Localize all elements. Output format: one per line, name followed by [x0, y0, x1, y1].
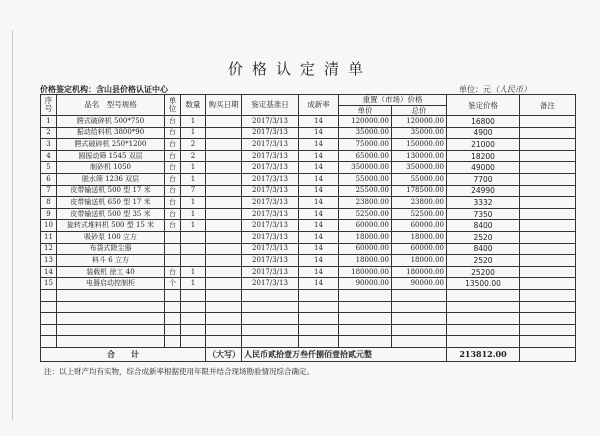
cell-name: 腭式破碎机 250*1200 [57, 139, 165, 151]
cell-unit-price: 52500.00 [339, 208, 392, 220]
cell-name: 皮带输送机 500 型 17 米 [57, 185, 165, 197]
header-appraised-price: 鉴定价格 [447, 95, 520, 116]
cell-appraised: 7350 [447, 208, 520, 220]
table-row [41, 174, 576, 186]
table-row [41, 243, 576, 255]
cell-seq: 8 [41, 197, 57, 209]
cell-remarks [520, 220, 576, 232]
cell-unit [165, 255, 181, 267]
empty-row [41, 301, 576, 313]
cell-remarks [520, 116, 576, 128]
empty-cell [57, 301, 165, 313]
cell-newness: 14 [299, 150, 339, 162]
header-remarks: 备注 [520, 95, 576, 116]
total-amount: 213812.00 [447, 347, 520, 361]
empty-cell [392, 324, 447, 336]
cell-newness: 14 [299, 197, 339, 209]
cell-newness: 14 [299, 116, 339, 128]
empty-row [41, 290, 576, 302]
header-total-price: 总价 [392, 105, 447, 116]
table-row [41, 232, 576, 244]
empty-cell [520, 301, 576, 313]
cell-unit: 台 [165, 185, 181, 197]
cell-unit-price: 18000.00 [339, 232, 392, 244]
cell-seq: 15 [41, 278, 57, 290]
cell-remarks [520, 266, 576, 278]
cell-name: 电器启动控制柜 [57, 278, 165, 290]
empty-cell [520, 313, 576, 325]
cell-seq: 11 [41, 232, 57, 244]
cell-name: 制砂机 1050 [57, 162, 165, 174]
total-caps-label: （大写） [206, 347, 242, 361]
empty-cell [181, 324, 206, 336]
cell-seq: 5 [41, 162, 57, 174]
cell-total-price: 52500.00 [392, 208, 447, 220]
cell-appraised: 13500.00 [447, 278, 520, 290]
empty-cell [299, 324, 339, 336]
cell-newness: 14 [299, 139, 339, 151]
cell-base-date: 2017/3/13 [242, 278, 299, 290]
cell-newness: 14 [299, 174, 339, 186]
table-row [41, 116, 576, 128]
cell-qty: 2 [181, 139, 206, 151]
cell-purchase-date [206, 174, 242, 186]
cell-total-price: 55000.00 [392, 174, 447, 186]
cell-qty: 1 [181, 220, 206, 232]
cell-seq: 1 [41, 116, 57, 128]
cell-unit: 台 [165, 116, 181, 128]
cell-unit: 台 [165, 197, 181, 209]
header-name: 品名 型号规格 [57, 95, 165, 116]
empty-cell [447, 336, 520, 348]
empty-cell [57, 324, 165, 336]
cell-name: 料斗 6 立方 [57, 255, 165, 267]
empty-cell [41, 313, 57, 325]
cell-total-price: 180000.00 [392, 266, 447, 278]
cell-base-date: 2017/3/13 [242, 208, 299, 220]
cell-appraised: 18200 [447, 150, 520, 162]
cell-qty: 1 [181, 266, 206, 278]
empty-row [41, 336, 576, 348]
cell-unit-price: 65000.00 [339, 150, 392, 162]
cell-name: 皮带输送机 650 型 17 米 [57, 197, 165, 209]
empty-cell [206, 290, 242, 302]
header-rebuild-price: 重置（市场）价格 [339, 95, 447, 106]
total-remarks [520, 347, 576, 361]
empty-cell [41, 324, 57, 336]
cell-qty: 1 [181, 174, 206, 186]
cell-purchase-date [206, 232, 242, 244]
cell-purchase-date [206, 220, 242, 232]
empty-cell [181, 336, 206, 348]
empty-cell [242, 336, 299, 348]
cell-base-date: 2017/3/13 [242, 174, 299, 186]
empty-cell [165, 313, 181, 325]
empty-cell [299, 301, 339, 313]
cell-name: 振动给料机 3800*90 [57, 127, 165, 139]
cell-purchase-date [206, 266, 242, 278]
empty-cell [181, 301, 206, 313]
cell-seq: 7 [41, 185, 57, 197]
cell-remarks [520, 127, 576, 139]
cell-name: 吸砂泵 100 立方 [57, 232, 165, 244]
table-row [41, 208, 576, 220]
table-row [41, 162, 576, 174]
empty-cell [41, 336, 57, 348]
cell-unit: 台 [165, 162, 181, 174]
cell-unit-price: 35000.00 [339, 127, 392, 139]
cell-newness: 14 [299, 232, 339, 244]
table-row [41, 127, 576, 139]
unit-handwritten: （人民币） [491, 85, 531, 94]
cell-newness: 14 [299, 185, 339, 197]
empty-cell [447, 324, 520, 336]
cell-purchase-date [206, 185, 242, 197]
empty-cell [242, 301, 299, 313]
cell-appraised: 2520 [447, 255, 520, 267]
price-table [40, 94, 576, 362]
cell-remarks [520, 243, 576, 255]
empty-cell [206, 313, 242, 325]
empty-cell [299, 290, 339, 302]
cell-seq: 3 [41, 139, 57, 151]
document-title: 价格认定清单 [227, 60, 372, 78]
empty-cell [242, 313, 299, 325]
cell-purchase-date [206, 127, 242, 139]
cell-purchase-date [206, 139, 242, 151]
cell-appraised: 25200 [447, 266, 520, 278]
cell-newness: 14 [299, 127, 339, 139]
cell-base-date: 2017/3/13 [242, 197, 299, 209]
cell-unit: 台 [165, 220, 181, 232]
empty-cell [41, 290, 57, 302]
cell-seq: 2 [41, 127, 57, 139]
cell-purchase-date [206, 208, 242, 220]
empty-cell [392, 301, 447, 313]
cell-appraised: 2520 [447, 232, 520, 244]
cell-remarks [520, 150, 576, 162]
empty-cell [392, 313, 447, 325]
cell-unit-price: 25500.00 [339, 185, 392, 197]
cell-remarks [520, 162, 576, 174]
scan-edge [12, 30, 13, 420]
cell-total-price: 150000.00 [392, 139, 447, 151]
appraisal-org-label: 价格鉴定机构：含山县价格认证中心 [40, 85, 168, 94]
cell-seq: 13 [41, 255, 57, 267]
unit-text: 单位：元 [459, 85, 491, 94]
cell-name: 圆振动筛 1545 双层 [57, 150, 165, 162]
cell-purchase-date [206, 116, 242, 128]
cell-seq: 12 [41, 243, 57, 255]
table-row [41, 255, 576, 267]
cell-appraised: 24990 [447, 185, 520, 197]
cell-total-price: 120000.00 [392, 116, 447, 128]
cell-remarks [520, 197, 576, 209]
cell-remarks [520, 174, 576, 186]
empty-cell [392, 336, 447, 348]
cell-qty: 1 [181, 116, 206, 128]
cell-qty: 1 [181, 197, 206, 209]
cell-remarks [520, 278, 576, 290]
cell-seq: 4 [41, 150, 57, 162]
cell-unit-price: 90000.00 [339, 278, 392, 290]
empty-cell [165, 301, 181, 313]
cell-appraised: 4900 [447, 127, 520, 139]
cell-purchase-date [206, 278, 242, 290]
cell-purchase-date [206, 243, 242, 255]
cell-unit-price: 350000.00 [339, 162, 392, 174]
cell-appraised: 7700 [447, 174, 520, 186]
header-seq: 序号 [41, 95, 57, 116]
cell-total-price: 350000.00 [392, 162, 447, 174]
cell-seq: 10 [41, 220, 57, 232]
cell-qty [181, 232, 206, 244]
empty-cell [520, 324, 576, 336]
cell-newness: 14 [299, 278, 339, 290]
cell-base-date: 2017/3/13 [242, 185, 299, 197]
cell-base-date: 2017/3/13 [242, 150, 299, 162]
total-label: 合 计 [41, 347, 206, 361]
empty-cell [299, 336, 339, 348]
cell-seq: 14 [41, 266, 57, 278]
header-base-date: 鉴定基准日 [242, 95, 299, 116]
cell-total-price: 18000.00 [392, 232, 447, 244]
empty-cell [520, 336, 576, 348]
cell-appraised: 49000 [447, 162, 520, 174]
empty-row [41, 313, 576, 325]
empty-cell [447, 301, 520, 313]
cell-remarks [520, 139, 576, 151]
cell-remarks [520, 208, 576, 220]
empty-cell [447, 290, 520, 302]
cell-unit-price: 23800.00 [339, 197, 392, 209]
cell-newness: 14 [299, 220, 339, 232]
cell-base-date: 2017/3/13 [242, 266, 299, 278]
cell-name: 布袋式除尘器 [57, 243, 165, 255]
cell-qty: 1 [181, 162, 206, 174]
cell-newness: 14 [299, 255, 339, 267]
empty-cell [57, 313, 165, 325]
empty-cell [181, 290, 206, 302]
empty-cell [447, 313, 520, 325]
empty-cell [206, 336, 242, 348]
empty-cell [520, 290, 576, 302]
cell-purchase-date [206, 255, 242, 267]
cell-qty: 1 [181, 127, 206, 139]
empty-cell [339, 301, 392, 313]
empty-cell [165, 290, 181, 302]
cell-seq: 9 [41, 208, 57, 220]
table-row [41, 150, 576, 162]
cell-appraised: 3332 [447, 197, 520, 209]
empty-cell [339, 290, 392, 302]
cell-newness: 14 [299, 208, 339, 220]
cell-unit: 台 [165, 150, 181, 162]
cell-remarks [520, 255, 576, 267]
cell-newness: 14 [299, 266, 339, 278]
cell-purchase-date [206, 162, 242, 174]
table-row [41, 278, 576, 290]
empty-cell [339, 324, 392, 336]
cell-base-date: 2017/3/13 [242, 243, 299, 255]
cell-name: 装载机 徐工 40 [57, 266, 165, 278]
header-qty: 数量 [181, 95, 206, 116]
table-row [41, 185, 576, 197]
empty-cell [339, 313, 392, 325]
empty-cell [339, 336, 392, 348]
empty-cell [206, 301, 242, 313]
empty-cell [242, 324, 299, 336]
cell-unit-price: 180000.00 [339, 266, 392, 278]
cell-unit-price: 120000.00 [339, 116, 392, 128]
cell-base-date: 2017/3/13 [242, 127, 299, 139]
empty-cell [165, 336, 181, 348]
cell-total-price: 18000.00 [392, 255, 447, 267]
cell-unit: 台 [165, 174, 181, 186]
cell-qty: 1 [181, 278, 206, 290]
total-row [41, 347, 576, 361]
cell-unit: 台 [165, 139, 181, 151]
cell-remarks [520, 232, 576, 244]
cell-qty: 2 [181, 150, 206, 162]
cell-unit: 个 [165, 278, 181, 290]
empty-cell [392, 290, 447, 302]
cell-total-price: 35000.00 [392, 127, 447, 139]
cell-appraised: 8400 [447, 220, 520, 232]
cell-base-date: 2017/3/13 [242, 116, 299, 128]
cell-unit-price: 75000.00 [339, 139, 392, 151]
cell-total-price: 178500.00 [392, 185, 447, 197]
empty-cell [242, 290, 299, 302]
empty-cell [165, 324, 181, 336]
cell-appraised: 21000 [447, 139, 520, 151]
cell-qty: 7 [181, 185, 206, 197]
cell-total-price: 130000.00 [392, 150, 447, 162]
table-row [41, 220, 576, 232]
empty-cell [57, 290, 165, 302]
cell-unit-price: 60000.00 [339, 243, 392, 255]
cell-total-price: 60000.00 [392, 243, 447, 255]
empty-cell [299, 313, 339, 325]
header-newness: 成新率 [299, 95, 339, 116]
table-row [41, 197, 576, 209]
cell-appraised: 16800 [447, 116, 520, 128]
cell-unit-price: 55000.00 [339, 174, 392, 186]
cell-base-date: 2017/3/13 [242, 162, 299, 174]
cell-purchase-date [206, 150, 242, 162]
cell-base-date: 2017/3/13 [242, 255, 299, 267]
cell-total-price: 60000.00 [392, 220, 447, 232]
header-purchase-date: 购买日期 [206, 95, 242, 116]
cell-unit-price: 60000.00 [339, 220, 392, 232]
cell-unit: 台 [165, 266, 181, 278]
cell-qty [181, 243, 206, 255]
cell-total-price: 90000.00 [392, 278, 447, 290]
cell-appraised: 8400 [447, 243, 520, 255]
footnote: 注：以上财产均有实物，综合成新率根据使用年限并结合现场勘验情况综合确定。 [44, 367, 314, 376]
cell-total-price: 23800.00 [392, 197, 447, 209]
empty-cell [181, 313, 206, 325]
cell-qty: 1 [181, 208, 206, 220]
cell-newness: 14 [299, 243, 339, 255]
header-unit: 单位 [165, 95, 181, 116]
cell-unit [165, 243, 181, 255]
cell-base-date: 2017/3/13 [242, 232, 299, 244]
empty-cell [57, 336, 165, 348]
cell-unit [165, 232, 181, 244]
cell-name: 皮带输送机 500 型 35 米 [57, 208, 165, 220]
empty-cell [41, 301, 57, 313]
cell-base-date: 2017/3/13 [242, 220, 299, 232]
cell-unit-price: 18000.00 [339, 255, 392, 267]
empty-row [41, 324, 576, 336]
cell-name: 旋转式堆料机 500 型 15 米 [57, 220, 165, 232]
cell-unit: 台 [165, 208, 181, 220]
cell-base-date: 2017/3/13 [242, 139, 299, 151]
cell-unit: 台 [165, 127, 181, 139]
total-caps-text: 人民币贰拾壹万叁仟捌佰壹拾贰元整 [242, 347, 447, 361]
cell-seq: 6 [41, 174, 57, 186]
cell-name: 脱水筛 1236 双层 [57, 174, 165, 186]
table-row [41, 266, 576, 278]
cell-remarks [520, 185, 576, 197]
cell-purchase-date [206, 197, 242, 209]
header-row-1 [41, 95, 576, 106]
cell-name: 腭式破碎机 500*750 [57, 116, 165, 128]
header-unit-price: 单价 [339, 105, 392, 116]
table-row [41, 139, 576, 151]
cell-qty [181, 255, 206, 267]
empty-cell [206, 324, 242, 336]
cell-newness: 14 [299, 162, 339, 174]
